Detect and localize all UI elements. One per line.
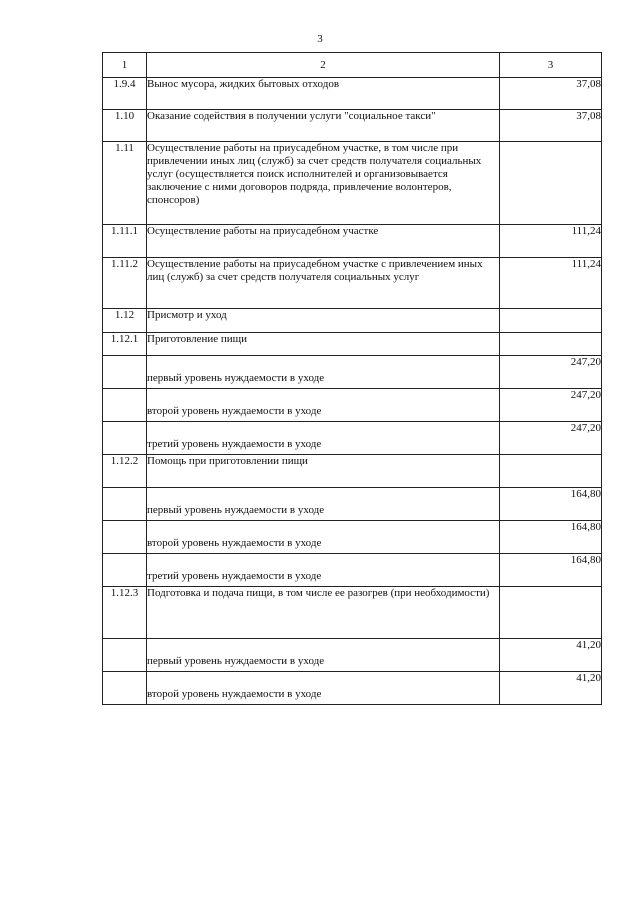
tariff-table (102, 52, 602, 705)
row-value: 164,80 (500, 488, 602, 521)
row-description: Осуществление работы на приусадебном участке, в том числе при привлечении иных лиц (служб) за счет средств получателя социальных услуг (осуществляется поиск исполнителей и организовывается заключение с ними договоров подряда, привлечение волонтеров, спонсоров) (147, 142, 500, 225)
row-description: второй уровень нуждаемости в уходе (147, 389, 500, 422)
row-value (500, 309, 602, 333)
page-number: 3 (317, 33, 323, 45)
table-row (103, 110, 602, 142)
table-header-row (103, 53, 602, 78)
row-value: 111,24 (500, 225, 602, 258)
row-value: 247,20 (500, 389, 602, 422)
row-number: 1.11.1 (103, 225, 147, 258)
row-description: третий уровень нуждаемости в уходе (147, 422, 500, 455)
row-number: 1.9.4 (103, 78, 147, 110)
header-col-3: 3 (500, 53, 602, 78)
row-number: 1.12.2 (103, 455, 147, 488)
row-description: первый уровень нуждаемости в уходе (147, 356, 500, 389)
row-number: 1.11 (103, 142, 147, 225)
row-value: 37,08 (500, 78, 602, 110)
table-row (103, 672, 602, 705)
table-row (103, 333, 602, 356)
table-row (103, 389, 602, 422)
row-description: Приготовление пищи (147, 333, 500, 356)
row-value: 164,80 (500, 521, 602, 554)
row-value (500, 587, 602, 639)
row-value: 247,20 (500, 422, 602, 455)
row-value (500, 142, 602, 225)
row-value (500, 333, 602, 356)
table-row (103, 521, 602, 554)
row-value: 247,20 (500, 356, 602, 389)
table-row (103, 309, 602, 333)
row-value: 37,08 (500, 110, 602, 142)
row-description: второй уровень нуждаемости в уходе (147, 672, 500, 705)
row-description: Присмотр и уход (147, 309, 500, 333)
row-value: 41,20 (500, 672, 602, 705)
row-number: 1.12.3 (103, 587, 147, 639)
row-number: 1.11.2 (103, 258, 147, 309)
row-description: Оказание содействия в получении услуги "социальное такси" (147, 110, 500, 142)
table-row (103, 142, 602, 225)
row-number (103, 639, 147, 672)
row-number: 1.12 (103, 309, 147, 333)
row-number (103, 488, 147, 521)
row-number (103, 422, 147, 455)
table-row (103, 554, 602, 587)
header-col-2: 2 (147, 53, 500, 78)
row-value: 41,20 (500, 639, 602, 672)
table-row (103, 78, 602, 110)
row-description: Подготовка и подача пищи, в том числе ее разогрев (при необходимости) (147, 587, 500, 639)
row-number (103, 672, 147, 705)
row-description: Вынос мусора, жидких бытовых отходов (147, 78, 500, 110)
row-description: Осуществление работы на приусадебном участке с привлечением иных лиц (служб) за счет средств получателя социальных услуг (147, 258, 500, 309)
row-description: второй уровень нуждаемости в уходе (147, 521, 500, 554)
table-row (103, 258, 602, 309)
row-description: первый уровень нуждаемости в уходе (147, 488, 500, 521)
table-row (103, 422, 602, 455)
row-number (103, 356, 147, 389)
table-row (103, 639, 602, 672)
row-number: 1.12.1 (103, 333, 147, 356)
header-col-1: 1 (103, 53, 147, 78)
row-value: 111,24 (500, 258, 602, 309)
row-value: 164,80 (500, 554, 602, 587)
row-value (500, 455, 602, 488)
table-row (103, 488, 602, 521)
row-description: третий уровень нуждаемости в уходе (147, 554, 500, 587)
row-number (103, 389, 147, 422)
row-description: Осуществление работы на приусадебном участке (147, 225, 500, 258)
table-row (103, 587, 602, 639)
row-number (103, 521, 147, 554)
row-number (103, 554, 147, 587)
row-description: первый уровень нуждаемости в уходе (147, 639, 500, 672)
row-description: Помощь при приготовлении пищи (147, 455, 500, 488)
table-row (103, 356, 602, 389)
table-row (103, 225, 602, 258)
row-number: 1.10 (103, 110, 147, 142)
table-row (103, 455, 602, 488)
